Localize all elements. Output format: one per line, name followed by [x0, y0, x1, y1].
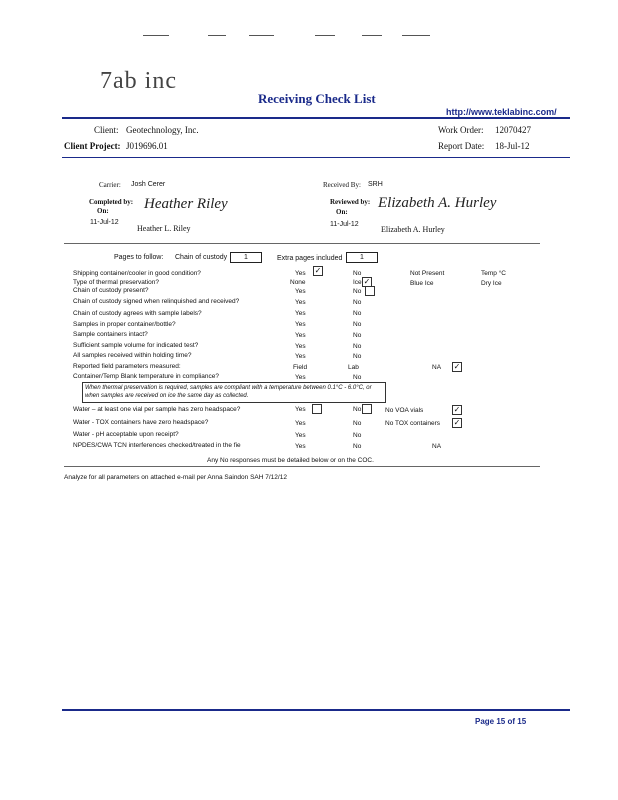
checklist-question: Reported field parameters measured:	[73, 363, 181, 370]
answer-yes: Yes	[295, 270, 306, 277]
extra-pages-count[interactable]: 1	[346, 252, 378, 263]
answer-no-tox: No TOX containers	[385, 420, 441, 427]
answer-na: NA	[432, 364, 442, 371]
completed-date: 11-Jul-12	[90, 219, 119, 226]
answer-no: No	[353, 443, 362, 450]
water-question: NPDES/CWA TCN interferences checked/treated in the fie	[73, 442, 241, 449]
answer-no: No	[353, 299, 362, 306]
checklist-question: Samples in proper container/bottle?	[73, 321, 176, 328]
website-link[interactable]: http://www.teklabinc.com/	[446, 107, 557, 117]
answer-yes: Yes	[295, 343, 306, 350]
comment: Analyze for all parameters on attached e-mail per Anna Saindon SAH 7/12/12	[64, 474, 287, 481]
answer-yes: Yes	[295, 310, 306, 317]
reviewed-signature: Elizabeth A. Hurley	[378, 195, 497, 211]
footer-rule	[62, 709, 570, 711]
answer-no: No	[353, 321, 362, 328]
extra-pages-label: Extra pages included	[277, 255, 343, 262]
answer-no-voa: No VOA vials	[385, 407, 424, 414]
answer-no: No	[353, 288, 362, 295]
carrier-label: Carrier:	[99, 181, 121, 189]
footer-instruction: Any No responses must be detailed below or on the COC.	[207, 457, 374, 464]
checkbox-icon[interactable]	[362, 404, 372, 414]
carrier-name: Josh Cerer	[131, 181, 166, 188]
checklist-question: Shipping container/cooler in good condition?	[73, 270, 201, 277]
answer-no: No	[353, 353, 362, 360]
divider	[208, 35, 226, 36]
divider	[402, 35, 430, 36]
report-date: 18-Jul-12	[495, 141, 530, 151]
answer-yes: Yes	[295, 321, 306, 328]
project-number: J019696.01	[126, 141, 168, 151]
checklist-question: Chain of custody present?	[73, 287, 149, 294]
checklist-question: Sufficient sample volume for indicated test?	[73, 342, 199, 349]
answer-dry-ice: Dry Ice	[481, 280, 502, 287]
answer-none: None	[290, 279, 306, 286]
answer-not-present: Not Present	[410, 270, 445, 277]
answer-ice: Ice	[353, 279, 362, 286]
work-order-number: 12070427	[495, 125, 531, 135]
water-question: Water – at least one vial per sample has zero headspace?	[73, 406, 241, 413]
checkmark-icon[interactable]: ✓	[363, 277, 371, 286]
temp-label: Temp °C	[481, 270, 506, 277]
answer-yes: Yes	[295, 432, 306, 439]
pages-to-follow-label: Pages to follow:	[114, 254, 164, 261]
completed-signature: Heather Riley	[144, 196, 228, 212]
received-by: SRH	[368, 181, 383, 188]
divider	[249, 35, 274, 36]
answer-no: No	[353, 420, 362, 427]
client-name: Geotechnology, Inc.	[126, 125, 199, 135]
divider	[315, 35, 335, 36]
company-logo: 7ab inc	[100, 68, 177, 94]
answer-no: No	[353, 406, 362, 413]
page-title: Receiving Check List	[258, 91, 376, 106]
checklist-question: Container/Temp Blank temperature in compliance?	[73, 373, 219, 380]
work-order-label: Work Order:	[438, 125, 484, 135]
reviewed-by-label: Reviewed by:	[330, 198, 371, 206]
answer-no: No	[353, 432, 362, 439]
completed-on-label: On:	[97, 207, 109, 215]
checkmark-icon[interactable]: ✓	[453, 405, 461, 414]
water-question: Water - TOX containers have zero headspace?	[73, 419, 209, 426]
client-label: Client:	[94, 125, 119, 135]
answer-yes: Yes	[295, 353, 306, 360]
thermal-note: When thermal preservation is required, samples are compliant with a temperature between 0.1°C - 6.0°C, or when samples are received on ice the same day as collected.	[82, 382, 386, 403]
checklist-question: Type of thermal preservation?	[73, 279, 159, 286]
checklist-question: Chain of custody agrees with sample labels?	[73, 310, 202, 317]
checklist-question: All samples received within holding time?	[73, 352, 192, 359]
checkbox-icon[interactable]	[365, 286, 375, 296]
answer-no: No	[353, 374, 362, 381]
checkmark-icon[interactable]: ✓	[453, 418, 461, 427]
answer-yes: Yes	[295, 288, 306, 295]
answer-blue-ice: Blue Ice	[410, 280, 434, 287]
answer-yes: Yes	[295, 443, 306, 450]
chain-of-custody-label: Chain of custody	[175, 254, 228, 261]
reviewed-name: Elizabeth A. Hurley	[381, 225, 445, 234]
water-question: Water - pH acceptable upon receipt?	[73, 431, 179, 438]
report-date-label: Report Date:	[438, 141, 485, 151]
answer-yes: Yes	[295, 299, 306, 306]
checkmark-icon[interactable]: ✓	[453, 362, 461, 371]
reviewed-on-label: On:	[336, 208, 348, 216]
answer-yes: Yes	[295, 420, 306, 427]
answer-field: Field	[293, 364, 308, 371]
checkmark-icon[interactable]: ✓	[314, 266, 322, 275]
divider	[64, 243, 540, 244]
divider	[362, 35, 382, 36]
chain-of-custody-count[interactable]: 1	[230, 252, 262, 263]
checklist-question: Chain of custody signed when relinquished and received?	[73, 298, 240, 305]
page-number: Page 15 of 15	[475, 717, 527, 726]
checklist-question: Sample containers intact?	[73, 331, 148, 338]
answer-no: No	[353, 343, 362, 350]
answer-na: NA	[432, 443, 442, 450]
answer-yes: Yes	[295, 332, 306, 339]
received-by-label: Received By:	[323, 181, 361, 189]
answer-yes: Yes	[295, 374, 306, 381]
checkbox-icon[interactable]	[312, 404, 322, 414]
answer-yes: Yes	[295, 406, 306, 413]
reviewed-date: 11-Jul-12	[330, 221, 359, 228]
answer-no: No	[353, 332, 362, 339]
answer-lab: Lab	[348, 364, 359, 371]
divider	[143, 35, 169, 36]
project-label: Client Project:	[64, 141, 121, 151]
answer-no: No	[353, 270, 362, 277]
header-rule-2	[62, 157, 570, 158]
answer-no: No	[353, 310, 362, 317]
divider	[64, 466, 540, 467]
completed-name: Heather L. Riley	[137, 224, 191, 233]
header-rule	[62, 117, 570, 119]
completed-by-label: Completed by:	[89, 198, 134, 206]
